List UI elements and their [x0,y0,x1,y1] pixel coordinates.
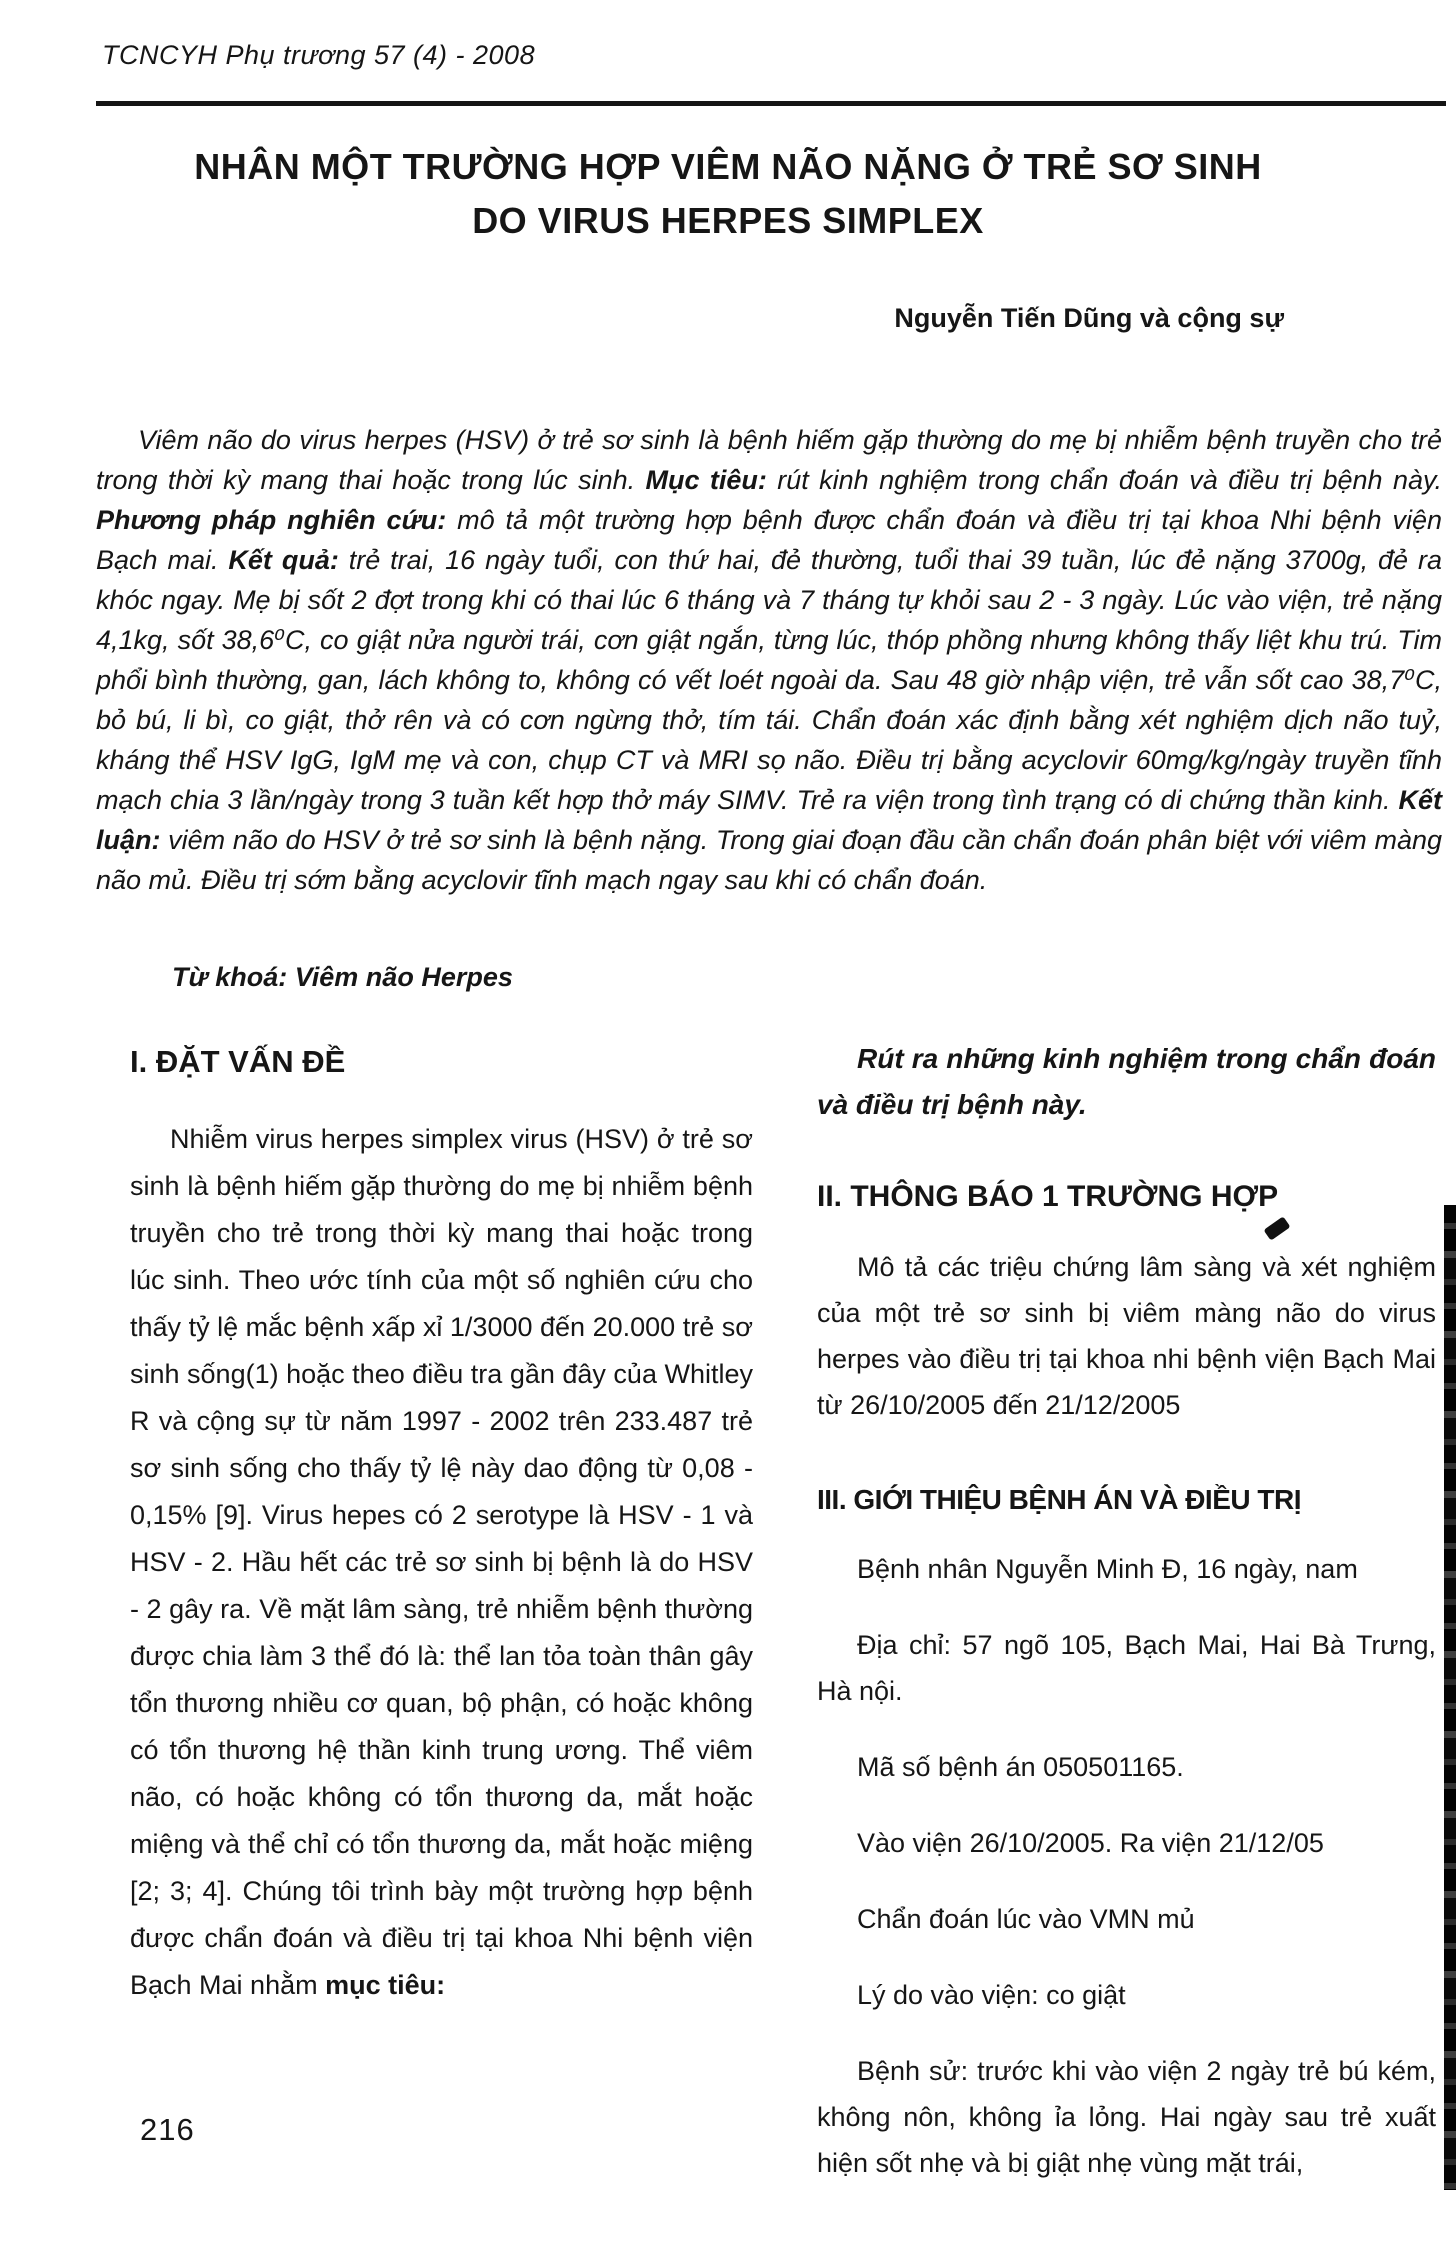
address-line: Địa chỉ: 57 ngõ 105, Bạch Mai, Hai Bà Trưng, Hà nội. [817,1630,1436,1706]
journal-header: TCNCYH Phụ trương 57 (4) - 2008 [102,40,536,70]
lead-paragraph: Rút ra những kinh nghiệm trong chẩn đoán và điều trị bệnh này. [817,1043,1436,1120]
left-column [130,1030,753,2186]
admission-reason-line: Lý do vào viện: co giật [857,1980,1126,2010]
history-paragraph: Bệnh sử: trước khi vào viện 2 ngày trẻ bú kém, không nôn, không ỉa lỏng. Hai ngày sau trẻ xuất hiện sốt nhẹ và bị giật nhẹ vùng mặt trái, [817,2056,1436,2178]
abstract-label-conclusion: Kết luận: [96,785,1442,855]
article-title-line2: DO VIRUS HERPES SIMPLEX [472,200,984,241]
section2-heading-text: II. THÔNG BÁO 1 TRƯỜNG HỢP [817,1180,1279,1213]
author-line: Nguyễn Tiến Dũng và cộng sự [894,303,1284,333]
section1-text: Nhiễm virus herpes simplex virus (HSV) ở trẻ sơ sinh là bệnh hiếm gặp thường do mẹ bị nhiễm bệnh truyền cho trẻ trong thời kỳ mang thai hoặc trong lúc sinh. Theo ước tính của một số nghiên cứu cho thấy tỷ lệ mắc bệnh xấp xỉ 1/3000 đến 20.000 trẻ sơ sinh sống(1) hoặc theo điều tra gần đây của Whitley R và cộng sự từ năm 1997 - 2002 trên 233.487 trẻ sơ sinh sống cho thấy tỷ lệ này dao động từ 0,08 - 0,15% [9]. Virus hepes có 2 serotype là HSV - 1 và HSV - 2. Hầu hết các trẻ sơ sinh bị bệnh là do HSV - 2 gây ra. Về mặt lâm sàng, trẻ nhiễm bệnh thường được chia làm 3 thể đó là: thể lan tỏa toàn thân gây tổn thương nhiều cơ quan, bộ phận, có hoặc không có tổn thương hệ thần kinh trung ương. Thể viêm não, có hoặc không có tổn thương da, mắt hoặc miệng và thể chỉ có tổn thương da, mắt hoặc miệng [2; 3; 4]. Chúng tôi trình bày một trường hợp bệnh được chẩn đoán và điều trị tại khoa Nhi bệnh viện Bạch Mai nhằm [130,1124,753,2000]
abstract-label-objective: Mục tiêu: [645,465,767,495]
abstract-text-5: viêm não do HSV ở trẻ sơ sinh là bệnh nặng. Trong giai đoạn đầu cần chẩn đoán phân biệt với viêm màng não mủ. Điều trị sớm bằng acyclovir tĩnh mạch ngay sau khi có chẩn đoán. [96,825,1442,895]
section1-heading: I. ĐẶT VẤN ĐỀ [130,1044,346,1079]
page-number: 216 [140,2112,195,2147]
header-rule [96,101,1446,106]
abstract-label-methods: Phương pháp nghiên cứu: [96,505,447,535]
ink-blot-artifact [1263,1216,1290,1240]
section2-heading [817,1180,1436,1214]
abstract-paragraph [96,420,1442,900]
abstract-text-4: trẻ trai, 16 ngày tuổi, con thứ hai, đẻ thường, tuổi thai 39 tuần, lúc đẻ nặng 3700g, đẻ ra khóc ngay. Mẹ bị sốt 2 đợt trong khi có thai lúc 6 tháng và 7 tháng tự khỏi sau 2 - 3 ngày. Lúc vào viện, trẻ nặng 4,1kg, sốt 38,6⁰C, co giật nửa người trái, cơn giật ngắn, từng lúc, thóp phồng nhưng không thấy liệt khu trú. Tim phổi bình thường, gan, lách không to, không có vết loét ngoài da. Sau 48 giờ nhập viện, trẻ vẫn sốt cao 38,7⁰C, bỏ bú, li bì, co giật, thở rên và có cơn ngừng thở, tím tái. Chẩn đoán xác định bằng xét nghiệm dịch não tuỷ, kháng thể HSV IgG, IgM mẹ và con, chụp CT và MRI sọ não. Điều trị bằng acyclovir 60mg/kg/ngày truyền tĩnh mạch chia 3 lần/ngày trong 3 tuần kết hợp thở máy SIMV. Trẻ ra viện trong tình trạng có di chứng thần kinh. [96,545,1442,815]
article-title-line1: NHÂN MỘT TRƯỜNG HỢP VIÊM NÃO NẶNG Ở TRẺ SƠ SINH [194,146,1262,187]
abstract-text-1: Viêm não do virus herpes (HSV) ở trẻ sơ sinh là bệnh hiếm gặp thường do mẹ bị nhiễm bệnh truyền cho trẻ trong thời kỳ mang thai hoặc trong lúc sinh. [96,425,1442,495]
section2-paragraph: Mô tả các triệu chứng lâm sàng và xét nghiệm của một trẻ sơ sinh bị viêm màng não do virus herpes vào điều trị tại khoa nhi bệnh viện Bạch Mai từ 26/10/2005 đến 21/12/2005 [817,1252,1436,1420]
admission-diagnosis-line: Chẩn đoán lúc vào VMN mủ [857,1904,1195,1934]
section1-bold-tail: mục tiêu: [325,1970,446,2000]
patient-name-line: Bệnh nhân Nguyễn Minh Đ, 16 ngày, nam [857,1554,1358,1584]
article-title [58,140,1398,248]
abstract-label-results: Kết quả: [228,545,339,575]
abstract-text-3: mô tả một trường hợp bệnh được chẩn đoán và điều trị tại khoa Nhi bệnh viện Bạch mai. [96,505,1442,575]
section1-paragraph [130,1116,753,2009]
scan-artifact-streak [1444,1205,1456,2190]
keywords-line: Từ khoá: Viêm não Herpes [172,962,513,992]
section3-heading: III. GIỚI THIỆU BỆNH ÁN VÀ ĐIỀU TRỊ [817,1484,1301,1515]
abstract-text-2: rút kinh nghiệm trong chẩn đoán và điều trị bệnh này. [766,465,1442,495]
admission-discharge-line: Vào viện 26/10/2005. Ra viện 21/12/05 [857,1828,1324,1858]
record-number-line: Mã số bệnh án 050501165. [857,1752,1184,1782]
two-column-body [130,1030,1436,2186]
right-column [817,1030,1436,2186]
